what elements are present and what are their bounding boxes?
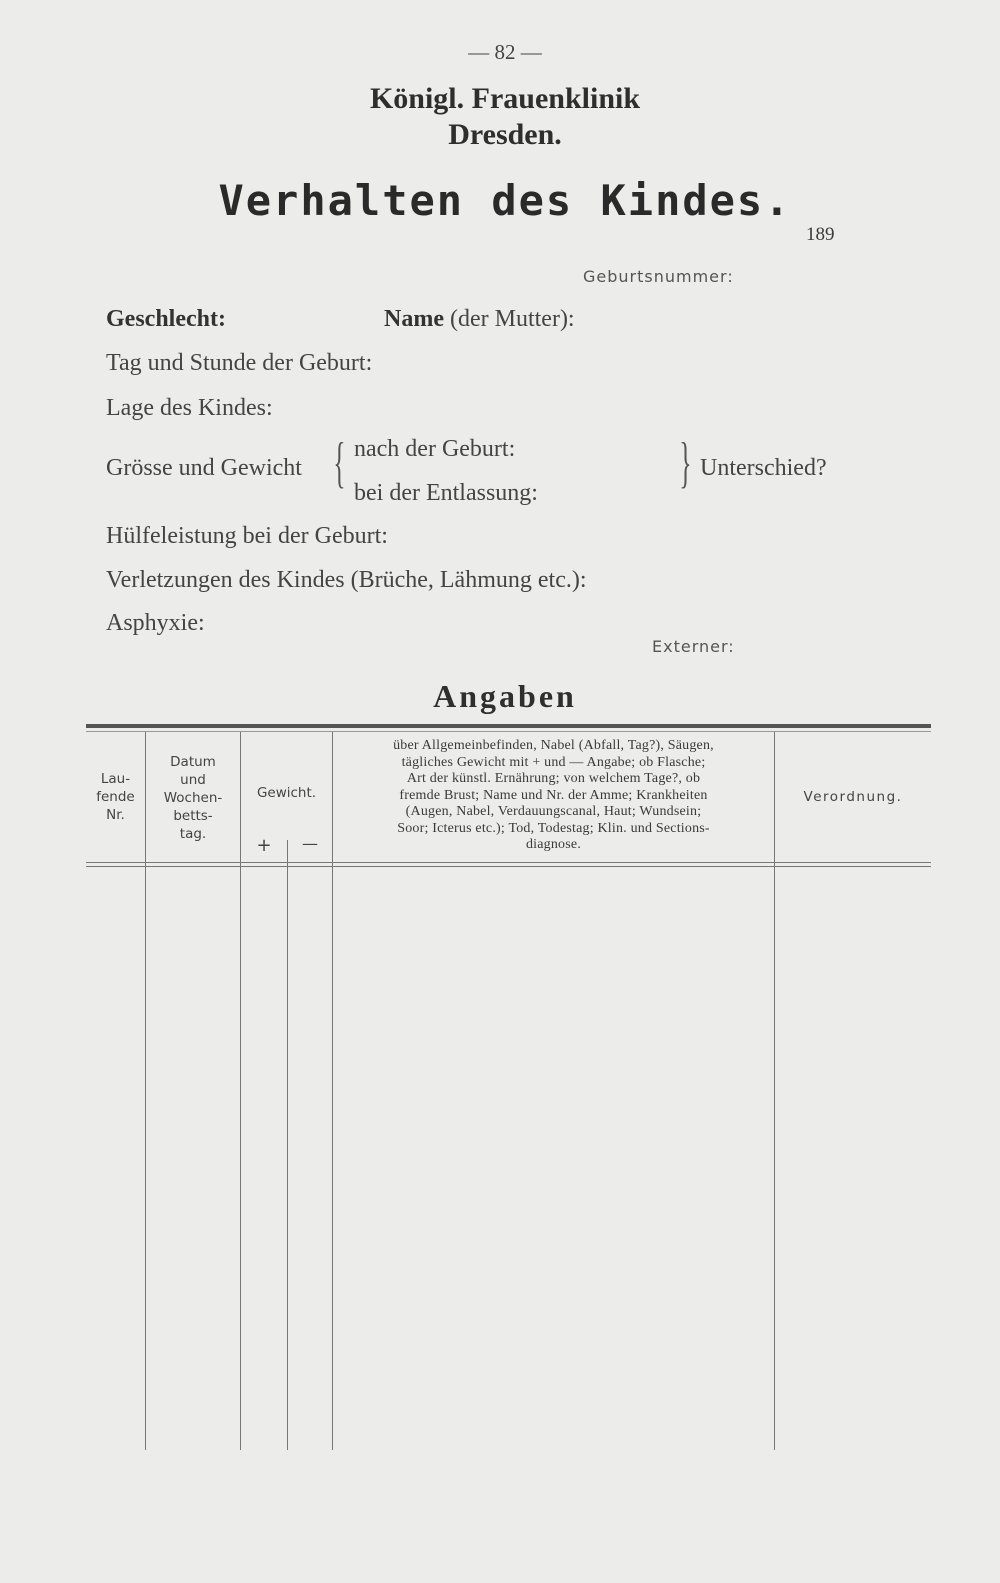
institution-name: Königl. Frauenklinik [369,82,641,115]
col-header-date-line: betts- [173,808,213,824]
col-header-plus: + [256,835,272,856]
asphyxia-label: Asphyxie: [106,610,205,636]
col-header-date-line: tag. [179,826,207,842]
external-label: Externer: [652,637,735,656]
col-header-date-line: Datum [170,754,216,770]
header-bottom-rule [86,862,931,863]
name-label-bold: Name [384,306,444,332]
name-label-rest: (der Mutter): [449,306,575,332]
col-header-number-line: Lau- [100,771,131,787]
col-header-description-line: tägliches Gewicht mit + und — Angabe; ob Flasche; [401,754,706,770]
col-header-date-line: und [180,772,206,788]
size-weight-label: Grösse und Gewicht [106,455,302,481]
col-header-description [333,738,774,854]
col-header-description-line: diagnose. [525,837,582,852]
position-label: Lage des Kindes: [106,395,273,421]
col-header-date [146,753,240,843]
col-header-minus: — [302,834,318,853]
geburtsnummer-label: Geburtsnummer: [583,267,734,286]
injuries-label: Verletzungen des Kindes (Brüche, Lähmung etc.): [106,567,587,593]
page-number: — 82 — [468,40,542,64]
section-title: Angaben [433,678,577,714]
col-header-number-line: Nr. [106,807,125,823]
column-divider [774,732,775,1450]
column-divider [287,840,288,1450]
left-brace-icon: { [333,432,346,494]
header-bottom-rule-double [86,866,931,867]
col-header-description-line: über Allgemeinbefinden, Nabel (Abfall, Tag?), Säugen, [393,738,714,753]
geschlecht-label: Geschlecht: [106,306,226,332]
col-header-description-line: Soor; Icterus etc.); Tod, Todestag; Klin. und Sections- [397,820,710,836]
col-header-number [86,770,145,824]
col-header-number-line: fende [96,789,135,805]
year-label: 189 [806,224,835,245]
col-header-weight: Gewicht. [256,785,317,801]
difference-label: Unterschied? [700,455,827,481]
at-discharge-label: bei der Entlassung: [354,480,538,506]
assistance-label: Hülfeleistung bei der Geburt: [106,523,388,549]
table-top-rule [86,724,931,728]
page-title: Verhalten des Kindes. [218,176,792,225]
col-header-date-line: Wochen- [163,790,223,806]
after-birth-label: nach der Geburt: [354,436,516,462]
right-brace-icon: } [679,432,692,494]
col-header-description-line: Art der künstl. Ernährung; von welchem Tage?, ob [406,771,701,786]
col-header-description-line: (Augen, Nabel, Verdauungscanal, Haut; Wundsein; [405,804,702,819]
col-header-description-line: fremde Brust; Name und Nr. der Amme; Krankheiten [399,787,708,803]
col-header-prescription: Verordnung. [803,789,903,805]
mother-name-label [384,306,575,333]
table-top-rule-thin [86,731,931,732]
institution-city: Dresden. [448,118,562,151]
birth-time-label: Tag und Stunde der Geburt: [106,350,373,376]
